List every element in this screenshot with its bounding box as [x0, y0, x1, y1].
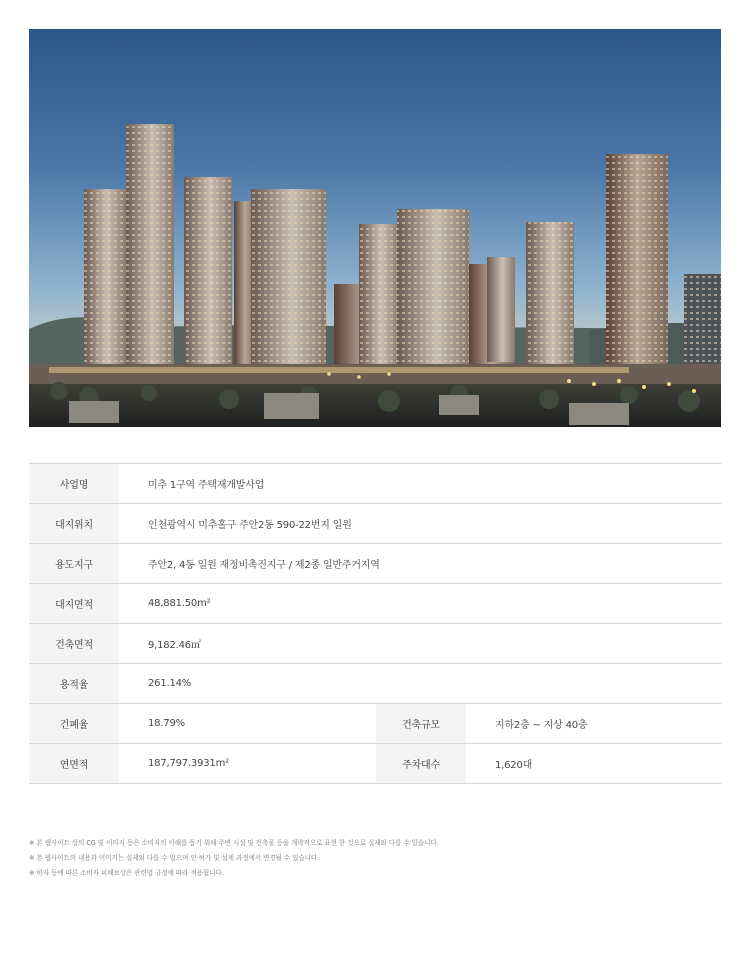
row-value: 주안2, 4동 일원 재정비촉진지구 / 제2종 일반주거지역	[119, 544, 721, 584]
table-row	[29, 744, 721, 784]
table-row	[29, 504, 721, 544]
row-label: 건축면적	[29, 624, 119, 664]
row-label: 용도지구	[29, 544, 119, 584]
row-value: 인천광역시 미추홀구 주안2동 590-22번지 일원	[119, 504, 721, 544]
row-label: 대지면적	[29, 584, 119, 624]
table-row	[29, 584, 721, 624]
row-label: 용적율	[29, 664, 119, 704]
table-row	[29, 464, 721, 504]
project-info-table	[29, 463, 721, 784]
row-label: 연면적	[29, 744, 119, 784]
row-value: 미추 1구역 주택재개발사업	[119, 464, 721, 504]
table-row	[29, 624, 721, 664]
row-value: 48,881.50m²	[119, 584, 721, 624]
disclaimer-note: ※ 본 웹사이트 상의 CG 및 이미지 등은 소비자의 이해를 돕기 위해 주변 시설 및 건축물 등을 개략적으로 표현 한 것으로 실제와 다를 수 있습니다.	[29, 839, 439, 847]
table-row	[29, 704, 721, 744]
row-value: 9,182.46㎡	[119, 624, 721, 664]
table-row	[29, 664, 721, 704]
row-value-secondary: 지하2층 ~ 지상 40층	[466, 704, 721, 744]
row-value: 18.79%	[119, 704, 376, 744]
row-label-secondary: 건축규모	[376, 704, 466, 744]
row-label: 대지위치	[29, 504, 119, 544]
row-value: 261.14%	[119, 664, 721, 704]
table-row	[29, 544, 721, 584]
disclaimer-notes	[29, 836, 721, 881]
row-value-secondary: 1,620대	[466, 744, 721, 784]
row-label: 건폐율	[29, 704, 119, 744]
disclaimer-note: ※ 본 웹사이트의 내용과 이미지는 실제와 다를 수 있으며 인·허가 및 설계 과정에서 변경될 수 있습니다.	[29, 854, 320, 862]
hero-rendering-image	[29, 29, 721, 427]
row-value: 187,797.3931m²	[119, 744, 376, 784]
disclaimer-note: ※ 하자 등에 따른 소비자 피해보상은 관련법 규정에 따라 적용됩니다.	[29, 869, 224, 877]
apartment-rendering-illustration	[29, 29, 721, 427]
row-label-secondary: 주차대수	[376, 744, 466, 784]
row-label: 사업명	[29, 464, 119, 504]
